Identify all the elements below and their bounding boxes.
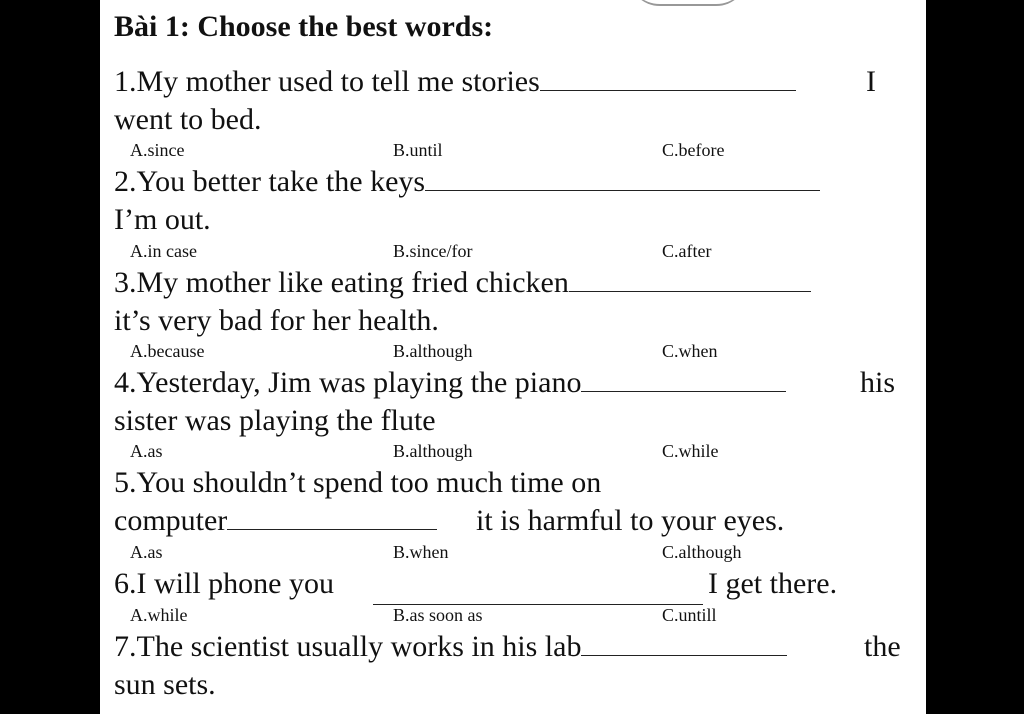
cropped-top-decoration — [628, 0, 748, 6]
question-5-option-a[interactable]: A.as — [130, 542, 163, 562]
question-1-line-2: went to bed. — [114, 103, 262, 136]
question-1-blank[interactable] — [540, 66, 796, 91]
question-3-option-a[interactable]: A.because — [130, 341, 205, 361]
question-4-text-after: his — [860, 366, 896, 399]
question-6-line-1: 6.I will phone you — [114, 567, 334, 600]
question-6-text-after: I get there. — [708, 567, 838, 600]
question-1-line-1 — [114, 64, 796, 100]
question-1-text-after: I — [866, 65, 876, 98]
question-2-option-c[interactable]: C.after — [662, 241, 712, 261]
question-4-option-c[interactable]: C.while — [662, 441, 719, 461]
question-4-blank[interactable] — [581, 367, 786, 392]
question-5-option-b[interactable]: B.when — [393, 542, 449, 562]
question-4-line-1 — [114, 365, 786, 401]
question-1-text: 1.My mother used to tell me stories — [114, 65, 540, 98]
question-4-text: 4.Yesterday, Jim was playing the piano — [114, 366, 582, 399]
question-2-text: 2.You better take the keys — [114, 165, 426, 198]
question-4-option-a[interactable]: A.as — [130, 441, 163, 461]
question-5-blank[interactable] — [227, 505, 437, 530]
question-5-line-2 — [114, 503, 437, 539]
question-6-option-b[interactable]: B.as soon as — [393, 605, 483, 625]
question-3-option-c[interactable]: C.when — [662, 341, 718, 361]
exercise-title: Bài 1: Choose the best words: — [114, 10, 494, 43]
question-2-option-b[interactable]: B.since/for — [393, 241, 473, 261]
question-7-line-1 — [114, 629, 787, 665]
question-3-line-1 — [114, 265, 811, 301]
question-5-text: computer — [114, 504, 228, 537]
question-2-option-a[interactable]: A.in case — [130, 241, 197, 261]
question-2-line-2: I’m out. — [114, 203, 211, 236]
question-3-line-2: it’s very bad for her health. — [114, 304, 439, 337]
question-6-option-a[interactable]: A.while — [130, 605, 188, 625]
question-1-option-c[interactable]: C.before — [662, 140, 725, 160]
question-1-option-b[interactable]: B.until — [393, 140, 443, 160]
question-7-line-2: sun sets. — [114, 668, 216, 701]
question-7-text-after: the — [864, 630, 901, 663]
question-7-text: 7.The scientist usually works in his lab — [114, 630, 582, 663]
question-4-option-b[interactable]: B.although — [393, 441, 473, 461]
question-1-option-a[interactable]: A.since — [130, 140, 185, 160]
question-2-blank[interactable] — [425, 166, 820, 191]
question-5-line-1: 5.You shouldn’t spend too much time on — [114, 466, 602, 499]
question-3-option-b[interactable]: B.although — [393, 341, 473, 361]
question-3-blank[interactable] — [569, 267, 811, 292]
question-6-blank[interactable] — [373, 580, 703, 605]
question-4-line-2: sister was playing the flute — [114, 404, 436, 437]
question-5-text-after: it is harmful to your eyes. — [476, 504, 785, 537]
question-2-line-1 — [114, 164, 820, 200]
question-5-option-c[interactable]: C.although — [662, 542, 742, 562]
question-7-blank[interactable] — [581, 631, 787, 656]
worksheet-page — [100, 0, 926, 714]
question-6-option-c[interactable]: C.untill — [662, 605, 717, 625]
question-3-text: 3.My mother like eating fried chicken — [114, 266, 569, 299]
